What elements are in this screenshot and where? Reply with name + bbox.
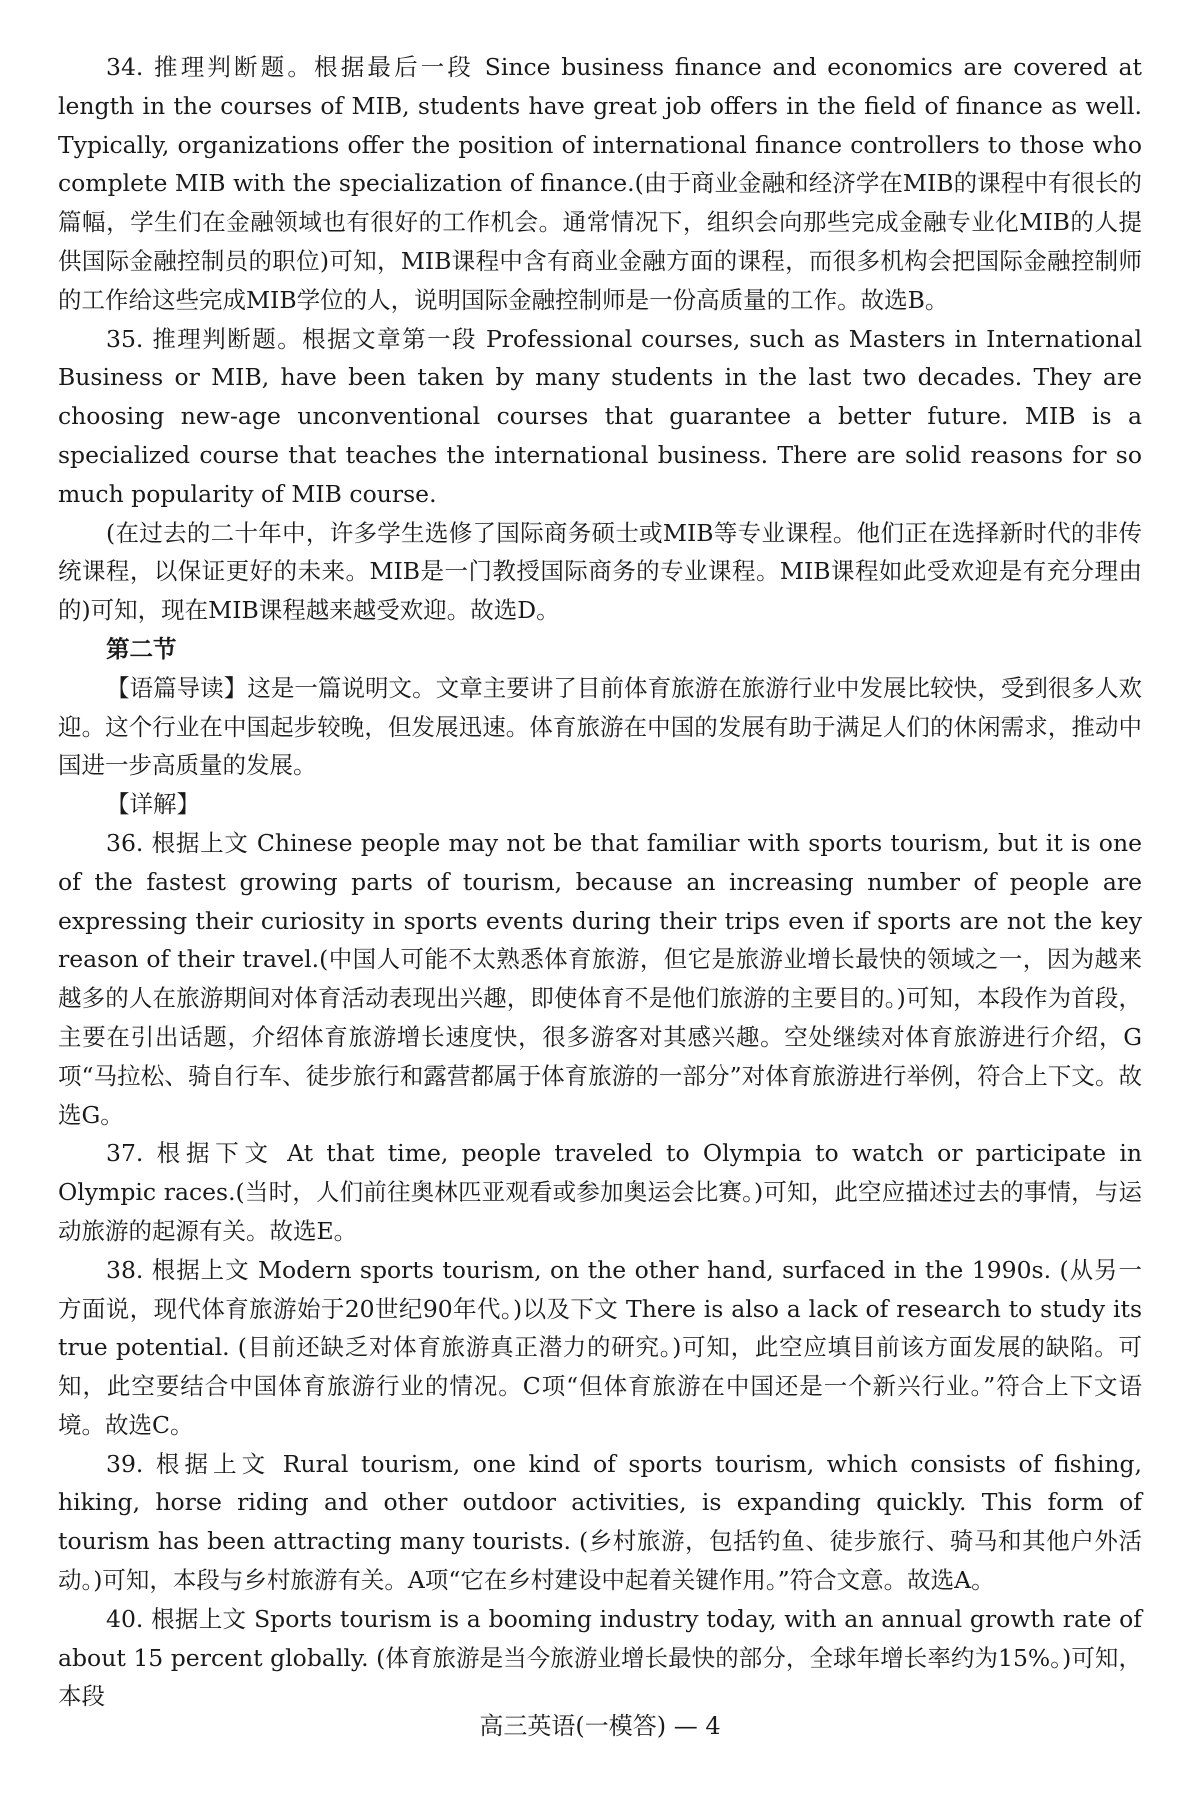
answer-35: 35. 推理判断题。根据文章第一段 Professional courses, such as Masters in International Business or MIB, have been taken by many students in the last two decades. They are choosing new-age unconventional courses that guarantee a better future. MIB is a specialized course that teaches the international business. There are solid reasons for so much popularity of MIB course.: [58, 324, 1142, 508]
detail-heading: 【详解】: [106, 790, 200, 819]
page-footer: 高三英语(一模答) — 4: [479, 1712, 721, 1740]
reading-guide: 【语篇导读】这是一篇说明文。文章主要讲了目前体育旅游在旅游行业中发展比较快，受到很多人欢迎。这个行业在中国起步较晚，但发展迅速。体育旅游在中国的发展有助于满足人们的休闲需求，推动中国进一步高质量的发展。: [58, 673, 1142, 780]
answer-34: 34. 推理判断题。根据最后一段 Since business finance and economics are covered at length in the courses of MIB, students have great job offers in the field of finance as well. Typically, organizations offer the position of international finance controllers to those who complete MIB with the specialization of finance.(由于商业金融和经济学在MIB的课程中有很长的篇幅，学生们在金融领域也有很好的工作机会。通常情况下，组织会向那些完成金融专业化MIB的人提供国际金融控制员的职位)可知，MIB课程中含有商业金融方面的课程，而很多机构会把国际金融控制师的工作给这些完成MIB学位的人，说明国际金融控制师是一份高质量的工作。故选B。: [58, 53, 1142, 314]
section-heading: 第二节: [106, 634, 177, 663]
answer-35-translation: (在过去的二十年中，许多学生选修了国际商务硕士或MIB等专业课程。他们正在选择新时代的非传统课程，以保证更好的未来。MIB是一门教授国际商务的专业课程。MIB课程如此受欢迎是有充分理由的)可知，现在MIB课程越来越受欢迎。故选D。: [58, 518, 1142, 625]
answer-38: 38. 根据上文 Modern sports tourism, on the other hand, surfaced in the 1990s. (从另一方面说，现代体育旅游始于20世纪90年代。)以及下文 There is also a lack of research to study its true potential. (目前还缺乏对体育旅游真正潜力的研究。)可知，此空应填目前该方面发展的缺陷。可知，此空要结合中国体育旅游行业的情况。C项“但体育旅游在中国还是一个新兴行业。”符合上下文语境。故选C。: [58, 1255, 1142, 1439]
answer-36: 36. 根据上文 Chinese people may not be that familiar with sports tourism, but it is one of the fastest growing parts of tourism, because an increasing number of people are expressing their curiosity in sports events during their trips even if sports are not the key reason of their travel.(中国人可能不太熟悉体育旅游，但它是旅游业增长最快的领域之一，因为越来越多的人在旅游期间对体育活动表现出兴趣，即使体育不是他们旅游的主要目的。)可知，本段作为首段，主要在引出话题，介绍体育旅游增长速度快，很多游客对其感兴趣。空处继续对体育旅游进行介绍，G项“马拉松、骑自行车、徒步旅行和露营都属于体育旅游的一部分”对体育旅游进行举例，符合上下文。故选G。: [58, 828, 1142, 1129]
answer-40: 40. 根据上文 Sports tourism is a booming industry today, with an annual growth rate of about 15 percent globally. (体育旅游是当今旅游业增长最快的部分，全球年增长率约为15%。)可知，本段: [58, 1604, 1142, 1711]
answer-sheet-page: [58, 48, 1142, 1716]
answer-39: 39. 根据上文 Rural tourism, one kind of sports tourism, which consists of fishing, hiking, horse riding and other outdoor activities, is expanding quickly. This form of tourism has been attracting many tourists. (乡村旅游，包括钓鱼、徒步旅行、骑马和其他户外活动。)可知，本段与乡村旅游有关。A项“它在乡村建设中起着关键作用。”符合文意。故选A。: [58, 1449, 1142, 1595]
answer-37: 37. 根据下文 At that time, people traveled to Olympia to watch or participate in Olympic races.(当时，人们前往奥林匹亚观看或参加奥运会比赛。)可知，此空应描述过去的事情，与运动旅游的起源有关。故选E。: [58, 1139, 1142, 1245]
